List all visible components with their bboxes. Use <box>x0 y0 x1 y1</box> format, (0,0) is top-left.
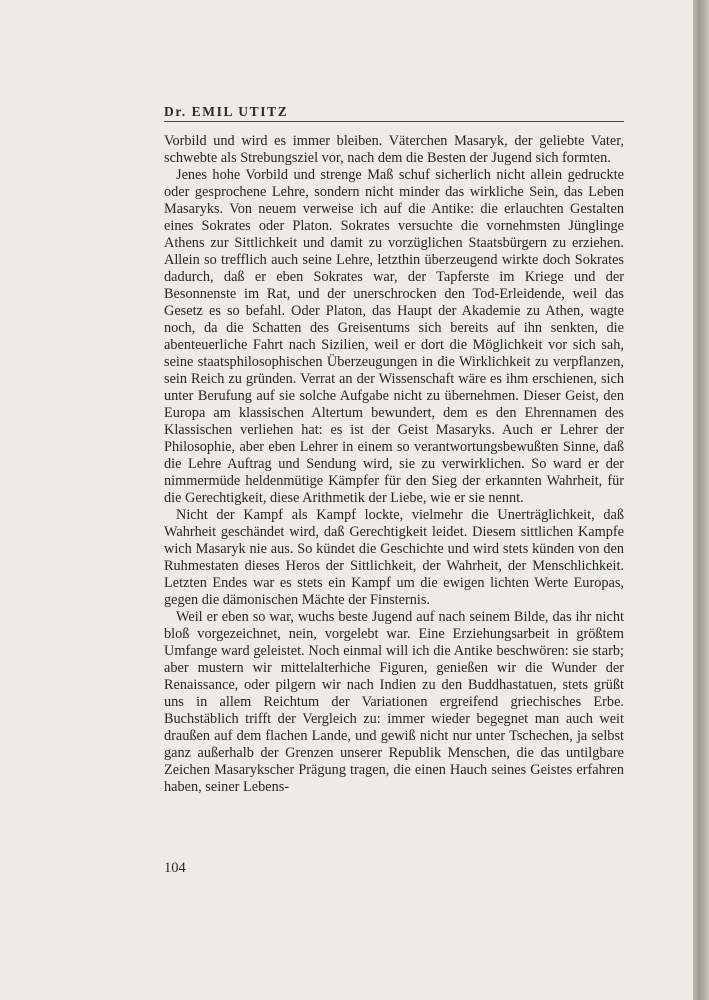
running-head: Dr. EMIL UTITZ <box>164 104 289 119</box>
paragraph: Jenes hohe Vorbild und strenge Maß schuf sicherlich nicht allein gedruckte oder gesprochene Lehre, sondern nicht minder das wirkliche Sein, das Leben Masaryks. Von neuem verweise ich auf die Antike: die erlauchten Gestalten eines Sokrates oder Platon. Sokrates versuchte die vornehmsten Jünglinge Athens zur Sittlichkeit und damit zu vorzüglichen Staatsbürgern zu erziehen. Allein so trefflich auch seine Lehre, letzthin überzeugend wirkte doch Sokrates dadurch, daß er eben Sokrates war, der Tapferste im Kriege und der Besonnenste im Rat, und der unerschrocken den Tod-Erleidende, weil das Gesetz es so befahl. Oder Platon, das Haupt der Akademie zu Athen, wagte noch, da die Schatten des Greisentums sich bereits auf ihn senkten, die abenteuerliche Fahrt nach Sizilien, weil er dort die Möglichkeit vor sich sah, seine staatsphilosophischen Überzeugungen in die Wirklichkeit zu verpflanzen, sein Reich zu gründen. Verrat an der Wissenschaft wäre es ihm erschienen, sich unter Berufung auf sie solche Aufgabe nicht zu übernehmen. Dieser Geist, den Europa am klassischen Altertum bewundert, dem es den Ehrennamen des Klassischen verliehen hat: es ist der Geist Masaryks. Auch er Lehrer der Philosophie, aber eben Lehrer in einem so verantwortungsbewußten Sinne, daß die Lehre Auftrag und Sendung wird, sie zu verwirklichen. So ward er der nimmermüde heldenmütige Kämpfer für den Sieg der erkannten Wahrheit, für die Gerechtigkeit, diese Arithmetik der Liebe, wie er sie nennt. <box>164 167 624 506</box>
paragraph: Vorbild und wird es immer bleiben. Väterchen Masaryk, der geliebte Vater, schwebte als Strebungsziel vor, nach dem die Besten der Jugend sich formten. <box>164 133 624 166</box>
body-text <box>164 133 624 796</box>
page-number: 104 <box>164 860 186 876</box>
paragraph: Weil er eben so war, wuchs beste Jugend auf nach seinem Bilde, das ihr nicht bloß vorgezeichnet, nein, vorgelebt war. Eine Erziehungsarbeit in größtem Umfange ward geleistet. Noch einmal will ich die Antike beschwören: sie starb; aber mustern wir mittelalterhiche Figuren, genießen wir die Wunder der Renaissance, oder pilgern wir nach Indien zu den Buddhastatuen, stets grüßt uns in allem Reichtum der Variationen ergreifend griechisches Erbe. Buchstäblich trifft der Vergleich zu: immer wieder begegnet man auch weit draußen auf dem flachen Lande, und gewiß nicht nur unter Tschechen, ja selbst ganz außerhalb der Grenzen unserer Republik Menschen, die das untilgbare Zeichen Masarykscher Prägung tragen, die einen Hauch seines Geistes erfahren haben, seiner Lebens- <box>164 609 624 795</box>
book-spine-edge <box>693 0 709 1000</box>
paragraph: Nicht der Kampf als Kampf lockte, vielmehr die Unerträglichkeit, daß Wahrheit geschändet wird, daß Gerechtigkeit leidet. Diesem sittlichen Kampfe wich Masaryk nie aus. So kündet die Geschichte und wird stets künden von den Ruhmestaten dieses Heros der Sittlichkeit, der Wahrheit, der Menschlichkeit. Letzten Endes war es stets ein Kampf um die ewigen lichten Werte Europas, gegen die dämonischen Mächte der Finsternis. <box>164 507 624 608</box>
header-rule <box>164 121 624 122</box>
